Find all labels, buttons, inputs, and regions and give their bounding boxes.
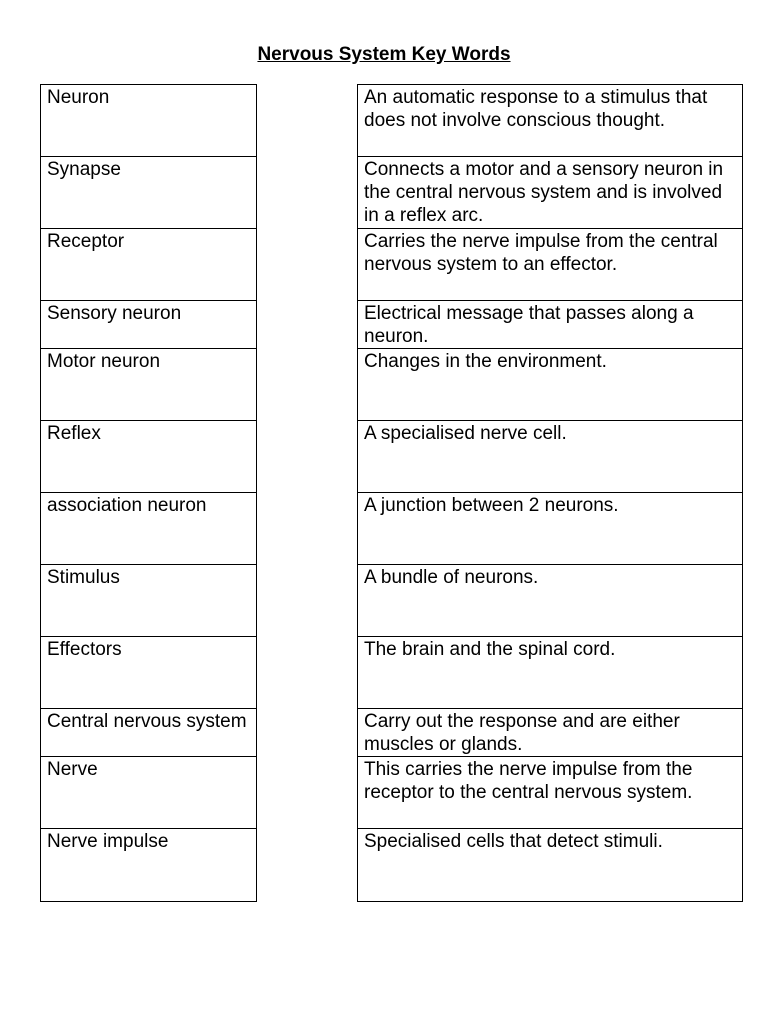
term-cell: Synapse — [41, 157, 256, 229]
definition-cell: Specialised cells that detect stimuli. — [364, 831, 663, 852]
term-cell: Sensory neuron — [41, 301, 256, 349]
term-cell: Nerve — [41, 757, 256, 829]
definition-cell: Electrical message that passes along a neuron. — [358, 301, 742, 349]
term-cell: Neuron — [41, 85, 256, 157]
term-cell: Receptor — [41, 229, 256, 301]
definition-cell: This carries the nerve impulse from the receptor to the central nervous system. — [358, 757, 742, 829]
term-cell: Stimulus — [41, 565, 256, 637]
term-cell: Effectors — [41, 637, 256, 709]
definition-cell: Connects a motor and a sensory neuron in the central nervous system and is involved in a reflex arc. — [358, 157, 742, 229]
page-title: Nervous System Key Words — [257, 44, 511, 65]
term-cell: Reflex — [41, 421, 256, 493]
definition-cell: Carry out the response and are either muscles or glands. — [358, 709, 742, 757]
definition-cell: The brain and the spinal cord. — [358, 637, 742, 709]
definition-cell: A specialised nerve cell. — [358, 421, 742, 493]
definition-cell: Changes in the environment. — [358, 349, 742, 421]
definitions-column — [357, 84, 743, 902]
term-cell: Nerve impulse — [47, 831, 169, 852]
definition-cell: A bundle of neurons. — [358, 565, 742, 637]
term-cell: Motor neuron — [41, 349, 256, 421]
terms-column — [40, 84, 257, 902]
definition-cell: An automatic response to a stimulus that does not involve conscious thought. — [358, 85, 742, 157]
term-cell: association neuron — [41, 493, 256, 565]
term-cell: Central nervous system — [41, 709, 256, 757]
definition-cell: A junction between 2 neurons. — [358, 493, 742, 565]
definition-cell: Carries the nerve impulse from the central nervous system to an effector. — [358, 229, 742, 301]
